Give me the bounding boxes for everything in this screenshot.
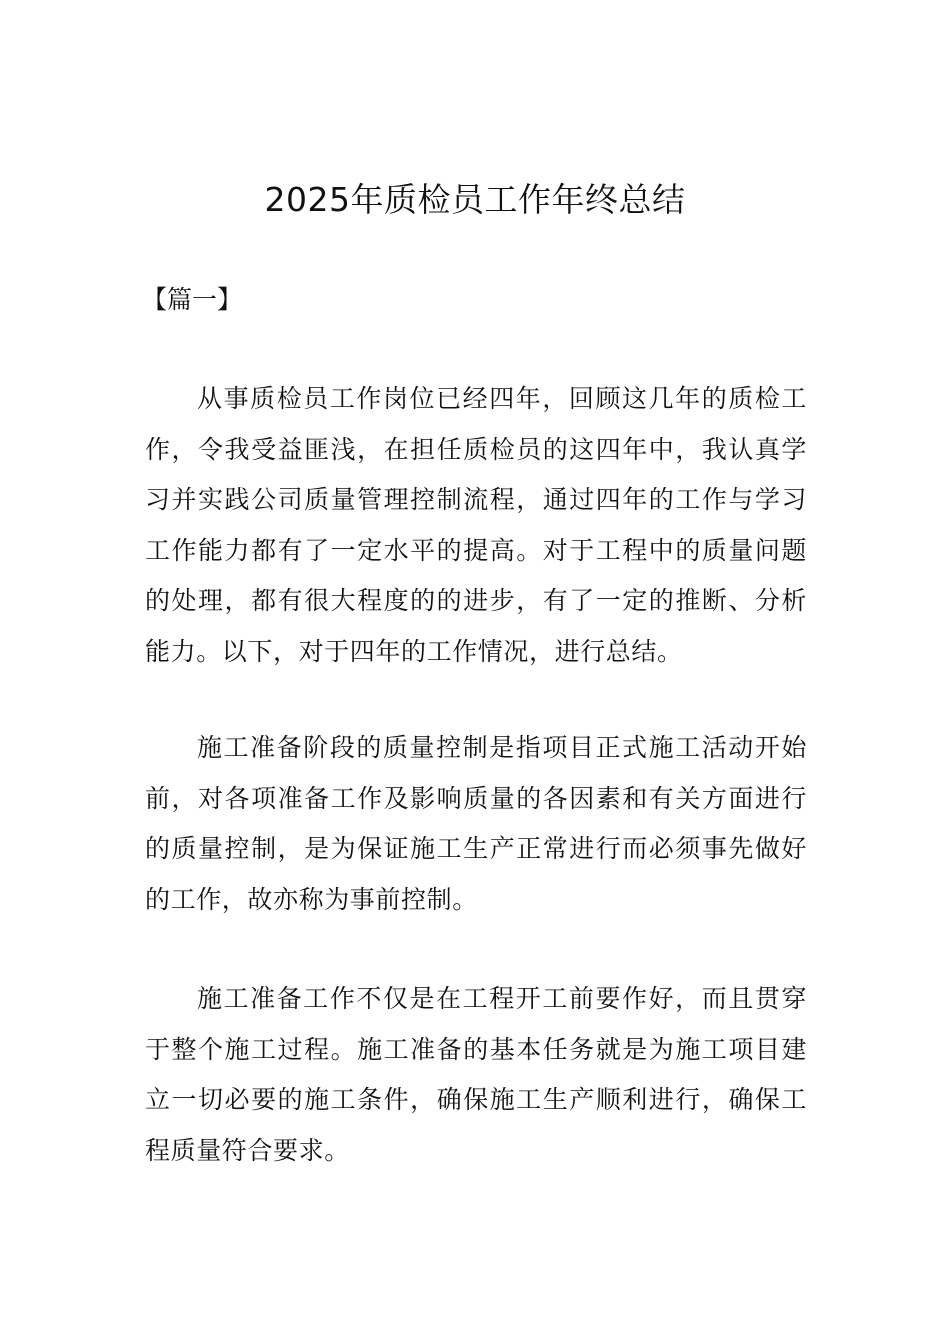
paragraph-1: 从事质检员工作岗位已经四年，回顾这几年的质检工作，令我受益匪浅，在担任质检员的这四年中，我认真学习并实践公司质量管理控制流程，通过四年的工作与学习工作能力都有了一定水平的提高。对于工程中的质量问题的处理，都有很大程度的的进步，有了一定的推断、分析能力。以下，对于四年的工作情况，进行总结。 (145, 384, 807, 666)
section-label: 【篇一】 (142, 285, 243, 314)
document-title: 2025年质检员工作年终总结 (264, 180, 686, 219)
paragraph-2: 施工准备阶段的质量控制是指项目正式施工活动开始前，对各项准备工作及影响质量的各因素和有关方面进行的质量控制，是为保证施工生产正常进行而必须事先做好的工作，故亦称为事前控制。 (145, 733, 807, 914)
paragraph-3: 施工准备工作不仅是在工程开工前要作好，而且贯穿于整个施工过程。施工准备的基本任务就是为施工项目建立一切必要的施工条件，确保施工生产顺利进行，确保工程质量符合要求。 (145, 984, 807, 1165)
